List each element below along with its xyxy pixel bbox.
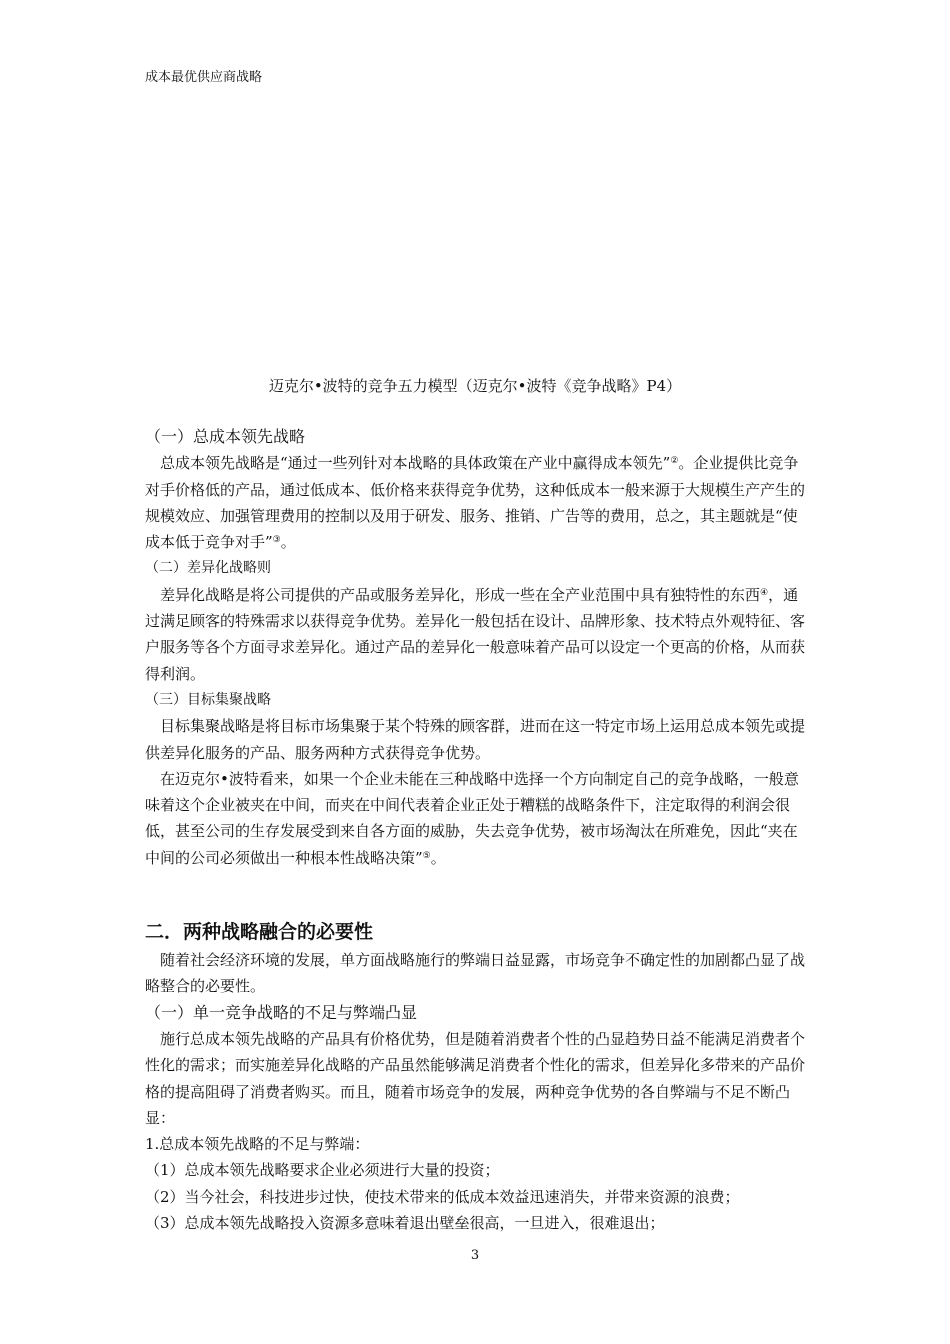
- footnote-ref: ③: [272, 535, 281, 546]
- figure-caption: 迈克尔•波特的竞争五力模型（迈克尔•波特《竞争战略》P4）: [268, 377, 682, 395]
- paragraph-text: ，通过满足顾客的特殊需求以获得竞争优势。差异化一般包括在设计、品牌形象、技术特点外观特征、客户服务等各个方面寻求差异化。通过产品的差异化一般意味着产品可以设定一个更高的价格，从而获得利润。: [145, 585, 806, 683]
- paragraph-stuck-in-middle: [145, 766, 810, 871]
- paragraph-text: 。企业提供比竞争对手价格低的产品，通过低成本、低价格来获得竞争优势，这种低成本一般来源于大规模生产产生的规模效应、加强管理费用的控制以及用于研发、服务、推销、广告等的费用，总之，其主题就是“使成本低于竞争对手”: [145, 454, 806, 552]
- footnote-ref: ⑤: [422, 850, 431, 861]
- list-title: 1.总成本领先战略的不足与弊端：: [145, 1135, 370, 1154]
- list-item: （3）总成本领先战略投入资源多意味着退出壁垒很高，一旦进入，很难退出；: [145, 1214, 665, 1233]
- footnote-ref: ②: [670, 456, 679, 467]
- paragraph-text: 。: [280, 533, 296, 552]
- section-heading-differentiation: （二）差异化战略则: [145, 560, 271, 577]
- section-heading-shortcomings: （一）单一竞争战略的不足与弊端凸显: [145, 1002, 418, 1022]
- section-heading-focus: （三）目标集聚战略: [145, 691, 271, 708]
- paragraph-intro: 随着社会经济环境的发展，单方面战略施行的弊端日益显露，市场竞争不确定性的加剧都凸显了战略整合的必要性。: [145, 951, 806, 996]
- list-item: （1）总成本领先战略要求企业必须进行大量的投资；: [145, 1161, 500, 1180]
- page-number: 3: [470, 1248, 480, 1263]
- footnote-ref: ④: [760, 587, 769, 598]
- page-header: 成本最优供应商战略: [145, 70, 263, 85]
- paragraph-text: 总成本领先战略是“通过一些列针对本战略的具体政策在产业中赢得成本领先”: [160, 454, 671, 473]
- paragraph-shortcomings: 施行总成本领先战略的产品具有价格优势，但是随着消费者个性的凸显趋势日益不能满足消费者个性化的需求；而实施差异化战略的产品虽然能够满足消费者个性化的需求，但差异化多带来的产品价格的提高阻碍了消费者购买。而且，随着市场竞争的发展，两种竞争优势的各自弊端与不足不断凸显：: [145, 1029, 806, 1127]
- chapter-heading: 二．两种战略融合的必要性: [145, 921, 374, 944]
- paragraph-text: 在迈克尔•波特看来，如果一个企业未能在三种战略中选择一个方向制定自己的竞争战略，一般意味着这个企业被夹在中间，而夹在中间代表着企业正处于糟糕的战略条件下，注定取得的利润会很低，甚至公司的生存发展受到来自各方面的威胁，失去竞争优势，被市场淘汰在所难免，因此“夹在中间的公司必须做出一种根本性战略决策”: [145, 769, 799, 867]
- document-body: [145, 424, 810, 1236]
- paragraph-text: 。: [430, 848, 446, 867]
- paragraph-cost-leadership: [145, 450, 810, 555]
- paragraph-focus: 目标集聚战略是将目标市场集聚于某个特殊的顾客群，进而在这一特定市场上运用总成本领先或提供差异化服务的产品、服务两种方式获得竞争优势。: [145, 717, 806, 762]
- paragraph-differentiation: [145, 582, 810, 687]
- paragraph-text: 差异化战略是将公司提供的产品或服务差异化，形成一些在全产业范围中具有独特性的东西: [160, 585, 761, 604]
- section-heading-cost-leadership: （一）总成本领先战略: [145, 427, 306, 446]
- list-item: （2）当今社会，科技进步过快，使技术带来的低成本效益迅速消失，并带来资源的浪费；: [145, 1187, 740, 1206]
